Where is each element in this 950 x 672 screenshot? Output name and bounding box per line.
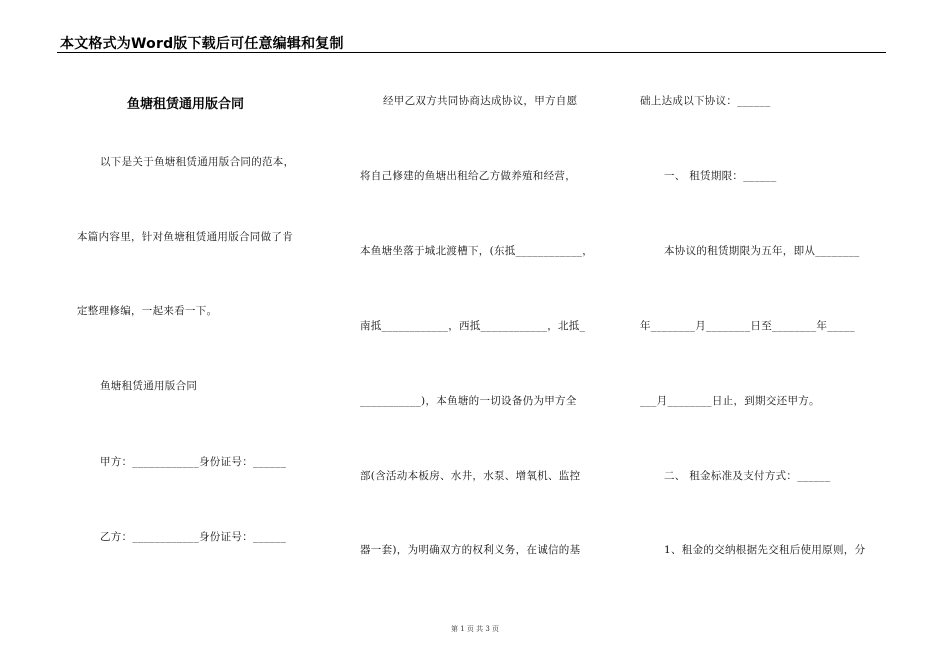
paragraph-line: 将自己修建的鱼塘出租给乙方做养殖和经营，: [360, 170, 576, 182]
paragraph-line: 器一套)，为明确双方的权利义务，在诚信的基: [360, 544, 581, 556]
paragraph-line: 本篇内容里，针对鱼塘租赁通用版合同做了肯: [77, 231, 293, 243]
paragraph-line: ___________)，本鱼塘的一切设备仍为甲方全: [360, 395, 577, 407]
page-number: 第 1 页 共 3 页: [450, 625, 500, 633]
paragraph-line: 本协议的租赁期限为五年，即从________: [664, 245, 860, 257]
paragraph-line: 年________月________日至________年_____: [640, 320, 855, 332]
paragraph-line: ___月________日止，到期交还甲方。: [640, 395, 820, 407]
section-heading: 一、 租赁期限：______: [664, 170, 777, 182]
paragraph-line: 经甲乙双方共同协商达成协议，甲方自愿: [383, 95, 578, 107]
paragraph-line: 鱼塘租赁通用版合同: [100, 380, 198, 392]
header-divider: [57, 52, 886, 53]
party-a-line: 甲方：____________身份证号：______: [100, 456, 287, 468]
paragraph-line: 定整理修编，一起来看一下。: [77, 305, 218, 317]
paragraph-line: 1、租金的交纳根据先交租后使用原则，分: [664, 544, 866, 556]
paragraph-line: 以下是关于鱼塘租赁通用版合同的范本，: [100, 156, 295, 168]
paragraph-line: 部(含活动本板房、水井，水泵、增氧机、监控: [360, 470, 581, 482]
paragraph-line: 南抵____________，西抵____________，北抵_: [360, 320, 586, 332]
document-title: 鱼塘租赁通用版合同: [127, 97, 245, 112]
paragraph-line: 础上达成以下协议：______: [640, 95, 771, 107]
page-header-title: 本文格式为Word版下载后可任意编辑和复制: [60, 36, 344, 52]
party-b-line: 乙方：____________身份证号：______: [100, 531, 287, 543]
paragraph-line: 本鱼塘坐落于城北渡槽下，(东抵____________，: [360, 245, 593, 257]
section-heading: 二、 租金标准及支付方式：______: [664, 470, 831, 482]
